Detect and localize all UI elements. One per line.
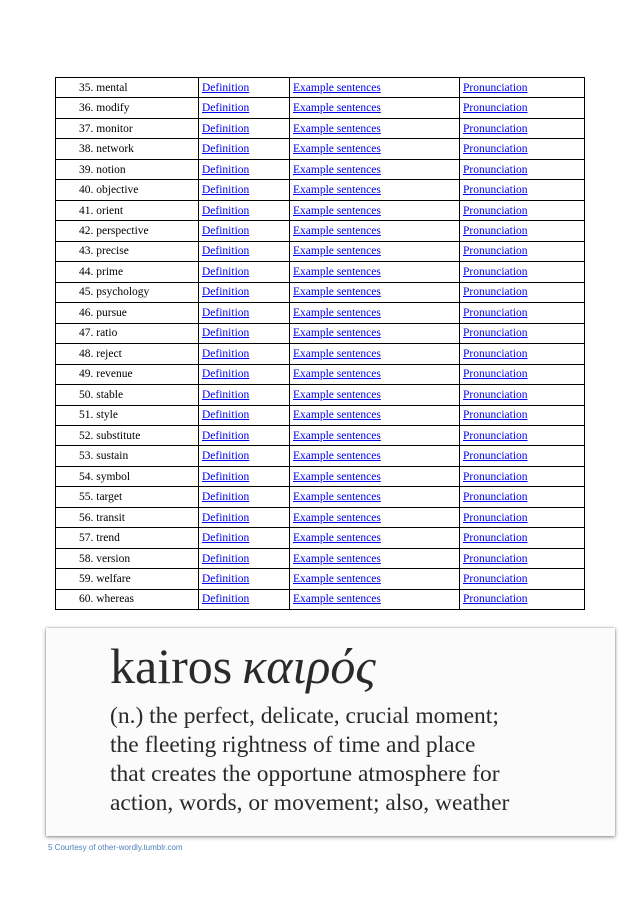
example-sentences-cell [290, 221, 460, 241]
example-sentences-cell [290, 589, 460, 609]
pronunciation-link[interactable]: Pronunciation [463, 511, 528, 524]
example-sentences-cell [290, 364, 460, 384]
pronunciation-cell [460, 364, 585, 384]
definition-link[interactable]: Definition [202, 491, 250, 504]
definition-cell [199, 180, 290, 200]
pronunciation-link[interactable]: Pronunciation [463, 306, 528, 319]
table-row [56, 323, 585, 343]
table-row [56, 548, 585, 568]
pronunciation-cell [460, 180, 585, 200]
example-sentences-cell [290, 139, 460, 159]
example-sentences-cell [290, 528, 460, 548]
pronunciation-cell [460, 487, 585, 507]
pronunciation-link[interactable]: Pronunciation [463, 102, 528, 115]
definition-cell [199, 98, 290, 118]
table-row [56, 589, 585, 609]
definition-cell [199, 139, 290, 159]
definition-link[interactable]: Definition [202, 265, 250, 278]
example-sentences-link[interactable]: Example sentences [293, 491, 381, 504]
table-row [56, 282, 585, 302]
table-row [56, 200, 585, 220]
example-sentences-cell [290, 180, 460, 200]
word-cell: 58. version [56, 548, 199, 568]
card-title [110, 636, 376, 696]
word-cell: 55. target [56, 487, 199, 507]
table-row [56, 221, 585, 241]
pronunciation-cell [460, 139, 585, 159]
pronunciation-link[interactable]: Pronunciation [463, 347, 528, 360]
word-cell: 39. notion [56, 159, 199, 179]
word-cell: 49. revenue [56, 364, 199, 384]
definition-link[interactable]: Definition [202, 286, 250, 299]
pronunciation-cell [460, 548, 585, 568]
word-cell: 57. trend [56, 528, 199, 548]
card-definition [110, 702, 509, 818]
pronunciation-link[interactable]: Pronunciation [463, 184, 528, 197]
definition-cell [199, 118, 290, 138]
table-row [56, 507, 585, 527]
pronunciation-cell [460, 98, 585, 118]
example-sentences-cell [290, 487, 460, 507]
table-row [56, 118, 585, 138]
pronunciation-link[interactable]: Pronunciation [463, 388, 528, 401]
example-sentences-cell [290, 548, 460, 568]
word-cell: 54. symbol [56, 466, 199, 486]
pronunciation-cell [460, 159, 585, 179]
example-sentences-cell [290, 78, 460, 98]
word-cell: 56. transit [56, 507, 199, 527]
pronunciation-cell [460, 323, 585, 343]
table-row [56, 487, 585, 507]
footnote: 5 Courtesy of other-wordly.tumblr.com [48, 843, 183, 852]
table-row [56, 241, 585, 261]
example-sentences-link[interactable]: Example sentences [293, 204, 381, 217]
pronunciation-link[interactable]: Pronunciation [463, 265, 528, 278]
definition-cell [199, 466, 290, 486]
example-sentences-link[interactable]: Example sentences [293, 122, 381, 135]
pronunciation-cell [460, 282, 585, 302]
definition-link[interactable]: Definition [202, 347, 250, 360]
pronunciation-cell [460, 344, 585, 364]
definition-link[interactable]: Definition [202, 450, 250, 463]
example-sentences-cell [290, 98, 460, 118]
word-cell: 44. prime [56, 262, 199, 282]
example-sentences-link[interactable]: Example sentences [293, 225, 381, 238]
definition-cell [199, 569, 290, 589]
definition-link[interactable]: Definition [202, 409, 250, 422]
example-sentences-link[interactable]: Example sentences [293, 286, 381, 299]
definition-link[interactable]: Definition [202, 143, 250, 156]
definition-cell [199, 487, 290, 507]
pronunciation-link[interactable]: Pronunciation [463, 593, 528, 606]
word-cell: 53. sustain [56, 446, 199, 466]
pronunciation-link[interactable]: Pronunciation [463, 409, 528, 422]
card-definition-line: action, words, or movement; also, weather [110, 790, 510, 816]
pronunciation-link[interactable]: Pronunciation [463, 81, 528, 94]
pronunciation-cell [460, 466, 585, 486]
word-cell: 51. style [56, 405, 199, 425]
example-sentences-link[interactable]: Example sentences [293, 429, 381, 442]
example-sentences-link[interactable]: Example sentences [293, 347, 381, 360]
word-cell: 36. modify [56, 98, 199, 118]
example-sentences-link[interactable]: Example sentences [293, 511, 381, 524]
definition-link[interactable]: Definition [202, 470, 250, 483]
table-row [56, 344, 585, 364]
pronunciation-link[interactable]: Pronunciation [463, 470, 528, 483]
table-row [56, 466, 585, 486]
example-sentences-cell [290, 446, 460, 466]
example-sentences-cell [290, 241, 460, 261]
table-row [56, 569, 585, 589]
word-cell: 37. monitor [56, 118, 199, 138]
definition-link[interactable]: Definition [202, 429, 250, 442]
pronunciation-cell [460, 569, 585, 589]
pronunciation-cell [460, 118, 585, 138]
word-cell: 47. ratio [56, 323, 199, 343]
example-sentences-link[interactable]: Example sentences [293, 163, 381, 176]
word-cell: 60. whereas [56, 589, 199, 609]
example-sentences-link[interactable]: Example sentences [293, 184, 381, 197]
card-greek-word: καιρός [242, 638, 376, 694]
pronunciation-cell [460, 221, 585, 241]
pronunciation-link[interactable]: Pronunciation [463, 122, 528, 135]
example-sentences-link[interactable]: Example sentences [293, 102, 381, 115]
example-sentences-link[interactable]: Example sentences [293, 368, 381, 381]
definition-cell [199, 323, 290, 343]
definition-link[interactable]: Definition [202, 327, 250, 340]
table-row [56, 180, 585, 200]
pronunciation-link[interactable]: Pronunciation [463, 225, 528, 238]
pronunciation-link[interactable]: Pronunciation [463, 491, 528, 504]
definition-cell [199, 528, 290, 548]
example-sentences-cell [290, 323, 460, 343]
table-row [56, 159, 585, 179]
example-sentences-cell [290, 344, 460, 364]
definition-link[interactable]: Definition [202, 511, 250, 524]
example-sentences-link[interactable]: Example sentences [293, 388, 381, 401]
example-sentences-cell [290, 303, 460, 323]
table-row [56, 262, 585, 282]
definition-link[interactable]: Definition [202, 552, 250, 565]
example-sentences-link[interactable]: Example sentences [293, 143, 381, 156]
pronunciation-link[interactable]: Pronunciation [463, 286, 528, 299]
pronunciation-link[interactable]: Pronunciation [463, 552, 528, 565]
word-cell: 52. substitute [56, 425, 199, 445]
table-row [56, 139, 585, 159]
vocabulary-table-body [56, 78, 585, 610]
pronunciation-cell [460, 528, 585, 548]
pronunciation-cell [460, 425, 585, 445]
word-cell: 50. stable [56, 385, 199, 405]
definition-link[interactable]: Definition [202, 81, 250, 94]
table-row [56, 425, 585, 445]
definition-cell [199, 446, 290, 466]
vocabulary-table [55, 77, 585, 610]
definition-cell [199, 405, 290, 425]
example-sentences-link[interactable]: Example sentences [293, 532, 381, 545]
word-cell: 45. psychology [56, 282, 199, 302]
definition-cell [199, 425, 290, 445]
pronunciation-link[interactable]: Pronunciation [463, 245, 528, 258]
pronunciation-link[interactable]: Pronunciation [463, 143, 528, 156]
pronunciation-cell [460, 241, 585, 261]
word-cell: 48. reject [56, 344, 199, 364]
table-row [56, 385, 585, 405]
table-row [56, 364, 585, 384]
word-cell: 35. mental [56, 78, 199, 98]
example-sentences-cell [290, 118, 460, 138]
example-sentences-cell [290, 466, 460, 486]
word-cell: 42. perspective [56, 221, 199, 241]
example-sentences-link[interactable]: Example sentences [293, 265, 381, 278]
definition-cell [199, 262, 290, 282]
word-cell: 43. precise [56, 241, 199, 261]
example-sentences-cell [290, 200, 460, 220]
example-sentences-link[interactable]: Example sentences [293, 572, 381, 585]
definition-cell [199, 589, 290, 609]
pronunciation-link[interactable]: Pronunciation [463, 450, 528, 463]
definition-link[interactable]: Definition [202, 368, 250, 381]
example-sentences-link[interactable]: Example sentences [293, 245, 381, 258]
definition-link[interactable]: Definition [202, 163, 250, 176]
definition-link[interactable]: Definition [202, 245, 250, 258]
pronunciation-link[interactable]: Pronunciation [463, 327, 528, 340]
pronunciation-link[interactable]: Pronunciation [463, 163, 528, 176]
definition-cell [199, 344, 290, 364]
card-definition-line: (n.) the perfect, delicate, crucial moment; [110, 703, 499, 729]
pronunciation-link[interactable]: Pronunciation [463, 572, 528, 585]
example-sentences-link[interactable]: Example sentences [293, 306, 381, 319]
definition-cell [199, 303, 290, 323]
definition-link[interactable]: Definition [202, 184, 250, 197]
pronunciation-cell [460, 446, 585, 466]
definition-cell [199, 548, 290, 568]
pronunciation-cell [460, 589, 585, 609]
definition-cell [199, 364, 290, 384]
definition-cell [199, 221, 290, 241]
card-definition-line: the fleeting rightness of time and place [110, 732, 476, 758]
definition-link[interactable]: Definition [202, 204, 250, 217]
example-sentences-link[interactable]: Example sentences [293, 552, 381, 565]
definition-cell [199, 282, 290, 302]
example-sentences-cell [290, 405, 460, 425]
example-sentences-link[interactable]: Example sentences [293, 450, 381, 463]
definition-cell [199, 507, 290, 527]
card-word: kairos [110, 638, 233, 694]
example-sentences-link[interactable]: Example sentences [293, 327, 381, 340]
pronunciation-cell [460, 78, 585, 98]
example-sentences-cell [290, 262, 460, 282]
kairos-definition-card [46, 628, 615, 836]
definition-link[interactable]: Definition [202, 388, 250, 401]
example-sentences-link[interactable]: Example sentences [293, 81, 381, 94]
table-row [56, 303, 585, 323]
pronunciation-cell [460, 385, 585, 405]
table-row [56, 528, 585, 548]
example-sentences-link[interactable]: Example sentences [293, 593, 381, 606]
definition-link[interactable]: Definition [202, 225, 250, 238]
table-row [56, 98, 585, 118]
pronunciation-cell [460, 262, 585, 282]
example-sentences-cell [290, 385, 460, 405]
example-sentences-cell [290, 425, 460, 445]
pronunciation-cell [460, 303, 585, 323]
example-sentences-cell [290, 569, 460, 589]
example-sentences-link[interactable]: Example sentences [293, 470, 381, 483]
word-cell: 59. welfare [56, 569, 199, 589]
definition-cell [199, 200, 290, 220]
definition-cell [199, 78, 290, 98]
definition-link[interactable]: Definition [202, 572, 250, 585]
definition-link[interactable]: Definition [202, 306, 250, 319]
table-row [56, 78, 585, 98]
table-row [56, 446, 585, 466]
word-cell: 41. orient [56, 200, 199, 220]
word-cell: 38. network [56, 139, 199, 159]
definition-link[interactable]: Definition [202, 102, 250, 115]
definition-cell [199, 159, 290, 179]
pronunciation-link[interactable]: Pronunciation [463, 204, 528, 217]
pronunciation-cell [460, 200, 585, 220]
table-row [56, 405, 585, 425]
example-sentences-cell [290, 282, 460, 302]
definition-cell [199, 385, 290, 405]
example-sentences-cell [290, 159, 460, 179]
definition-link[interactable]: Definition [202, 122, 250, 135]
word-cell: 46. pursue [56, 303, 199, 323]
pronunciation-link[interactable]: Pronunciation [463, 368, 528, 381]
pronunciation-link[interactable]: Pronunciation [463, 429, 528, 442]
pronunciation-link[interactable]: Pronunciation [463, 532, 528, 545]
word-cell: 40. objective [56, 180, 199, 200]
card-definition-line: that creates the opportune atmosphere for [110, 761, 500, 787]
example-sentences-cell [290, 507, 460, 527]
pronunciation-cell [460, 405, 585, 425]
definition-link[interactable]: Definition [202, 532, 250, 545]
definition-link[interactable]: Definition [202, 593, 250, 606]
example-sentences-link[interactable]: Example sentences [293, 409, 381, 422]
definition-cell [199, 241, 290, 261]
pronunciation-cell [460, 507, 585, 527]
